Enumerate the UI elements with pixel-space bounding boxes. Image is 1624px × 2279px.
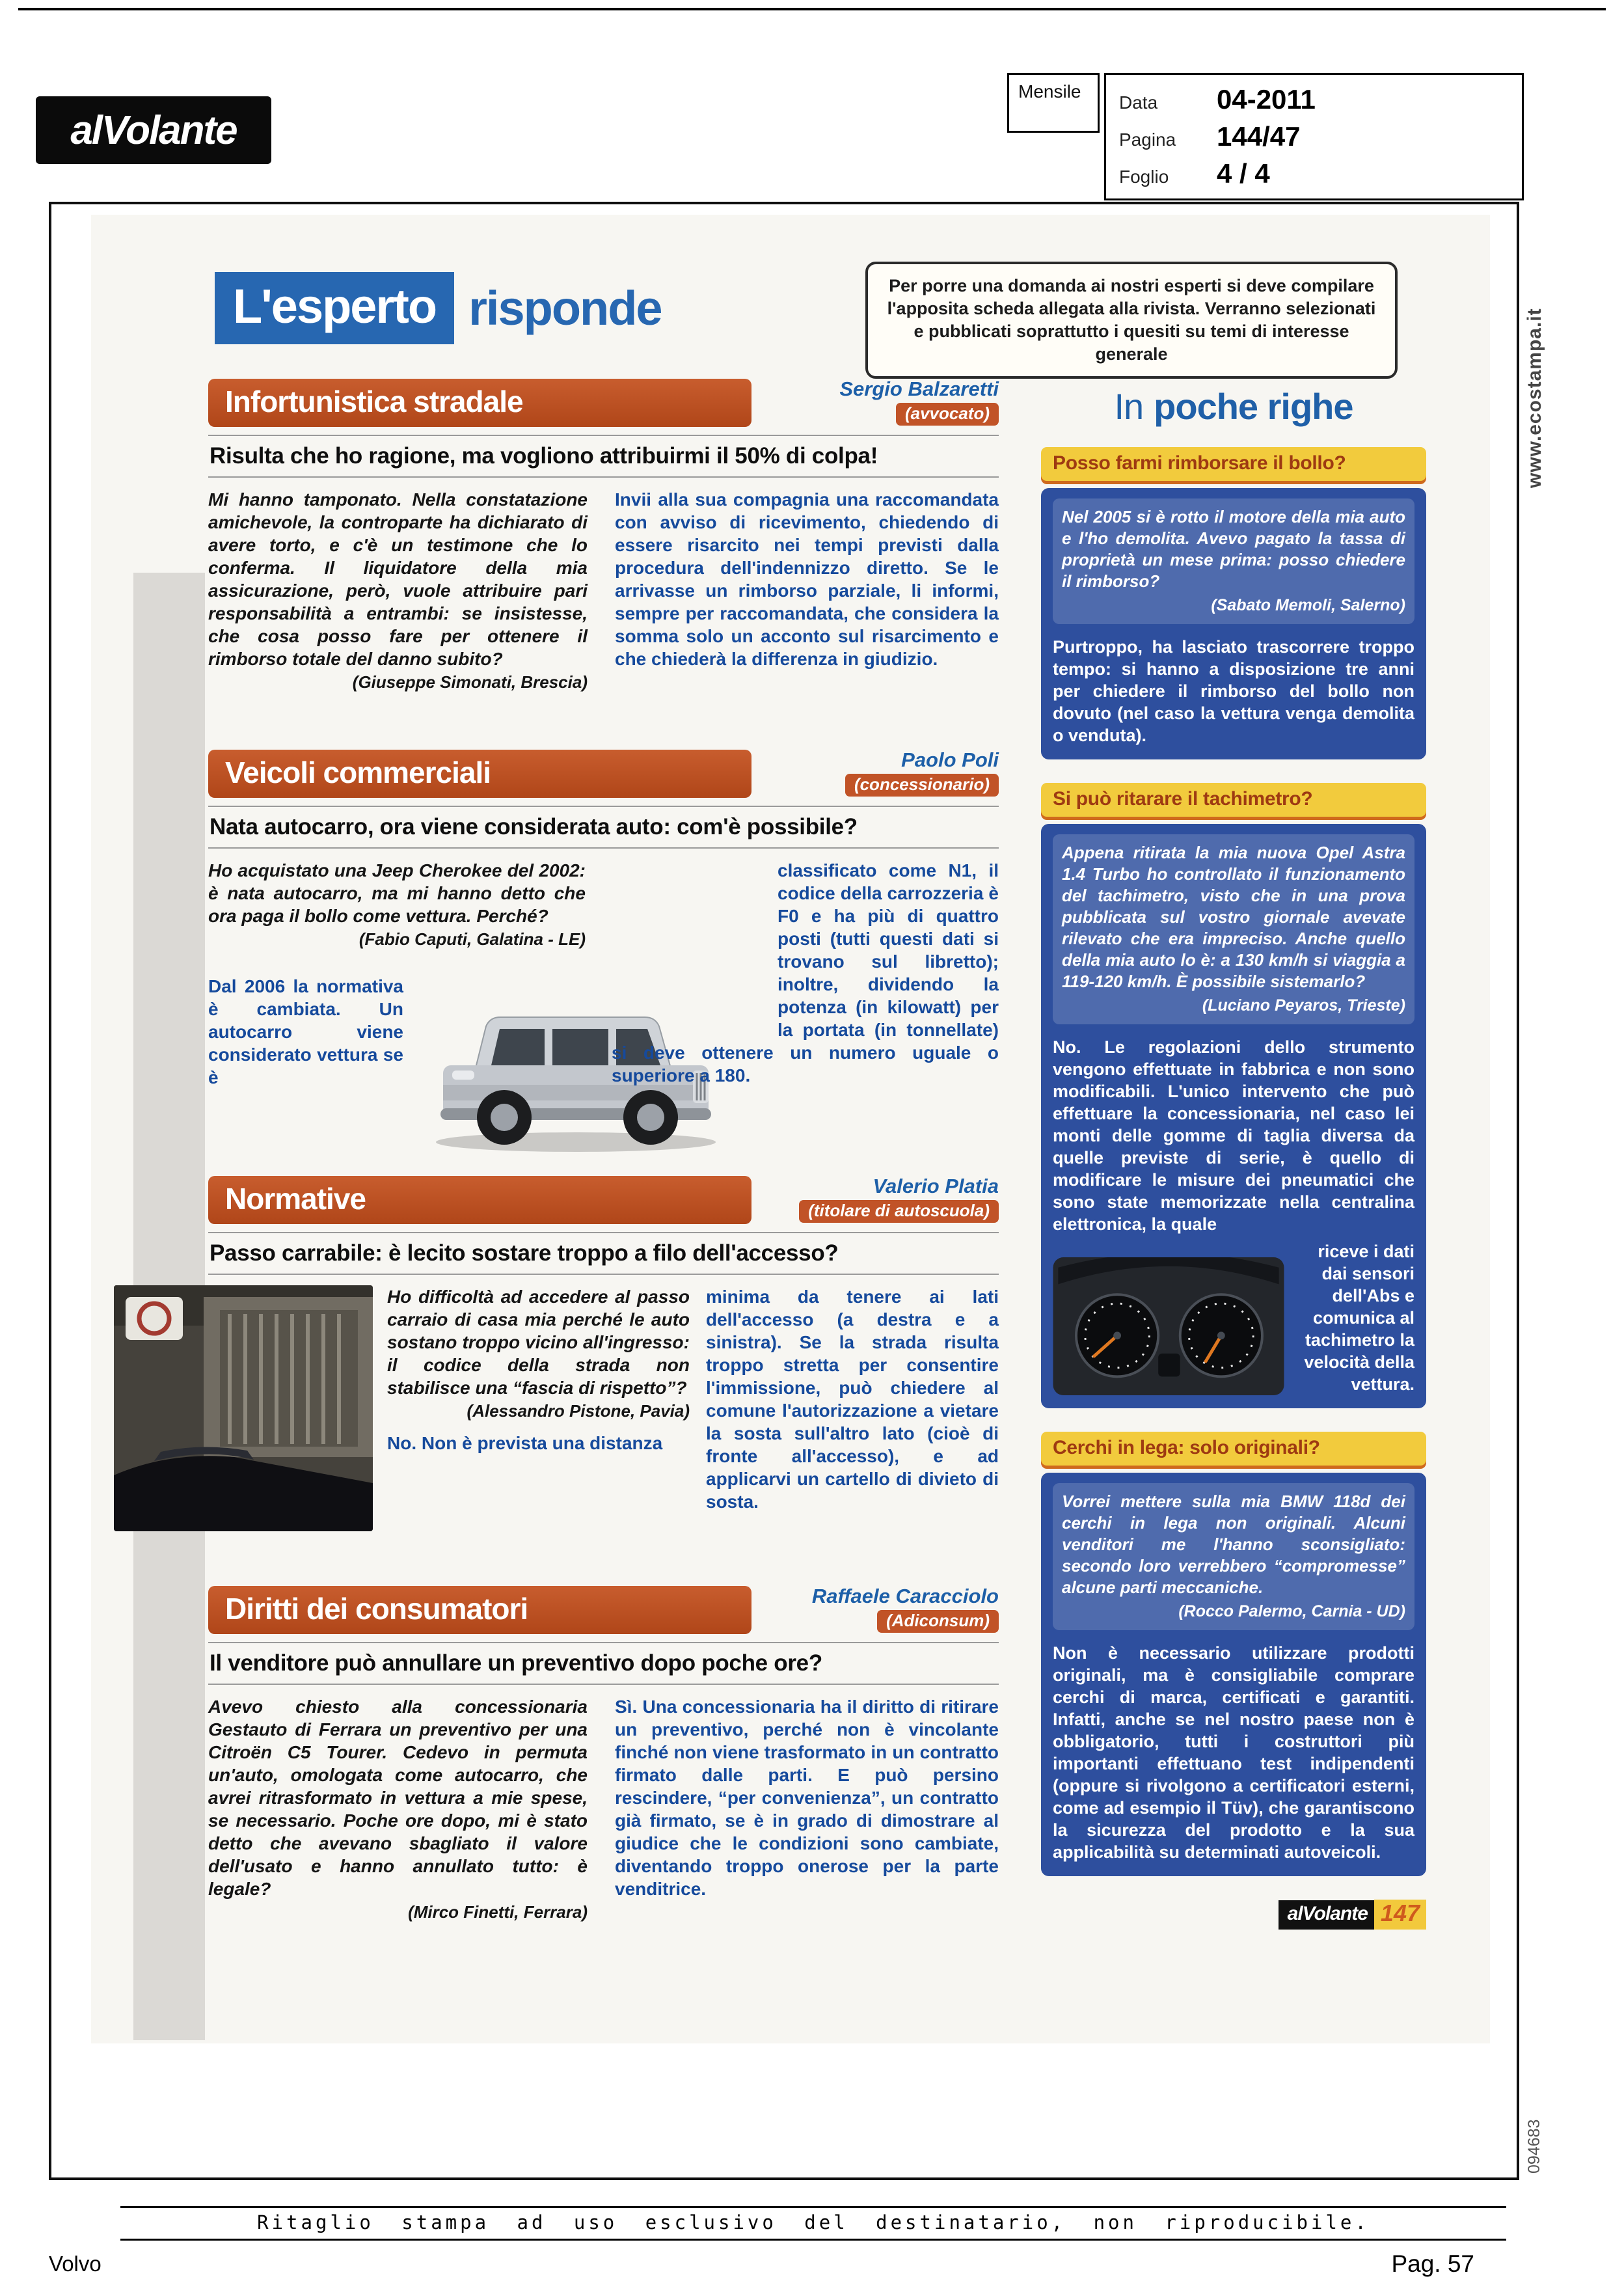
heading-light: In: [1114, 386, 1144, 427]
quick-answer-continued: riceve i dati dai sensori dell'Abs e comunica al tachimetro la velocità della vettura.: [1304, 1242, 1414, 1394]
section-diritti-consumatori: [208, 1585, 999, 1922]
section-normative: [208, 1175, 999, 1559]
info-row-pagina: [1119, 121, 1509, 152]
foglio-value: 4 / 4: [1217, 158, 1270, 189]
disclaimer-rule-top: [120, 2206, 1506, 2208]
section-title-bar: Veicoli commerciali: [208, 750, 751, 798]
question-column: [208, 1695, 588, 1922]
section-body: [208, 859, 999, 1171]
question-headline: Nata autocarro, ora viene considerata auto: com'è possibile?: [208, 806, 999, 849]
foglio-label: Foglio: [1119, 167, 1169, 187]
quick-box-body: [1041, 1473, 1426, 1876]
section-body: [208, 1285, 999, 1559]
text-wrap-spacer: [612, 932, 778, 1036]
answer-intro-text: No. Non è prevista una distanza: [387, 1433, 663, 1453]
quick-box-cerchi: [1041, 1432, 1426, 1876]
section-header: [208, 377, 999, 427]
answer-text: Sì. Una concessionaria ha il diritto di ritirare un preventivo, perché non è vincolante finché non viene trasformato in un contratto firmato dalle parti. E può persino rescindere, “per convenienza”, un contratto già firmato, se è in grado di dimostrare al giudice che le condizioni sono cambiate, diventando troppo onerose per la parte venditrice.: [615, 1697, 999, 1899]
answer-image-row: [1053, 1240, 1414, 1395]
section-header: [208, 1585, 999, 1634]
alvolante-footer-logo: [1041, 1900, 1426, 1930]
author-name: Valerio Platia: [873, 1175, 999, 1197]
section-infortunistica-stradale: [208, 377, 999, 692]
question-headline: Passo carrabile: è lecito sostare troppo a filo dell'accesso?: [208, 1232, 999, 1275]
section-author: [761, 1175, 999, 1224]
question-signature: (Fabio Caputi, Galatina - LE): [359, 929, 586, 949]
question-text: Mi hanno tamponato. Nella constatazione amichevole, la controparte ha dichiarato di avere torto, e c'è un testimone che lo conferma. Il liquidatore della mia assicurazione, però, vuole attribuire pari responsabilità a entrambi: se insistesse, che cosa posso fare per ottenere il rimborso totale del danno subito?: [208, 489, 588, 669]
quick-box-tachimetro: [1041, 783, 1426, 1408]
alvolante-logo-text: alVolante: [70, 107, 237, 153]
gate-photo-illustration: [114, 1285, 373, 1531]
clipping-code-vertical: 094683: [1525, 2119, 1543, 2174]
quick-box-body: [1041, 824, 1426, 1408]
author-name: Sergio Balzaretti: [839, 377, 999, 400]
question-headline: Risulta che ho ragione, ma vogliono attribuirmi il 50% di colpa!: [208, 435, 999, 478]
footer-logo-page-number: 147: [1374, 1900, 1426, 1930]
heading-bold: poche righe: [1154, 386, 1353, 427]
disclaimer-rule-bottom: [120, 2239, 1506, 2241]
page-number: Pag. 57: [1391, 2250, 1474, 2277]
client-name: Volvo: [49, 2252, 102, 2276]
section-author: [761, 748, 999, 798]
data-value: 04-2011: [1217, 84, 1316, 115]
ecostampa-vertical-text: www.ecostampa.it: [1524, 308, 1545, 488]
section-author: [761, 377, 999, 427]
quick-question-text: Appena ritirata la mia nuova Opel Astra 1.4 Turbo ho controllato il funzionamento del tachimetro, visto che in una prova pubblicata sul vostro giornale avevate rilevato che era impreciso. Anche quello della mia auto lo è: a 130 km/h si viaggia a 119-120 km/h. È possibile sistemarlo?: [1062, 843, 1405, 991]
question-headline: Il venditore può annullare un preventivo dopo poche ore?: [208, 1642, 999, 1685]
page-title: [215, 272, 662, 344]
dashboard-illustration: [1053, 1257, 1284, 1395]
author-role: (titolare di autoscuola): [799, 1200, 999, 1223]
section-body: [208, 1695, 999, 1922]
quick-box-bollo: [1041, 447, 1426, 759]
quick-box-title: Si può ritarare il tachimetro?: [1041, 783, 1426, 817]
frequency-box: [1007, 73, 1100, 133]
question-column: [208, 488, 588, 692]
page-title-boxed: L'esperto: [215, 272, 454, 344]
pagina-label: Pagina: [1119, 130, 1176, 150]
author-role: (concessionario): [845, 774, 999, 797]
section-body: [208, 488, 999, 692]
answer-column: [615, 1695, 999, 1922]
quick-question-text: Nel 2005 si è rotto il motore della mia auto e l'ho demolita. Avevo pagato la tassa di proprietà un mese prima: posso chiedere il rimborso?: [1062, 507, 1405, 591]
clipping-info-box: [1104, 73, 1524, 200]
quick-question: [1053, 834, 1414, 1024]
quick-question: [1053, 1483, 1414, 1630]
author-role: (avvocato): [896, 403, 999, 426]
quick-box-title: Cerchi in lega: solo originali?: [1041, 1432, 1426, 1466]
section-header: [208, 1175, 999, 1224]
question-column: [208, 859, 586, 949]
alvolante-logo: [36, 96, 271, 164]
author-role: (Adiconsum): [877, 1610, 999, 1633]
info-row-data: [1119, 84, 1509, 115]
section-header: [208, 748, 999, 798]
answer-text: minima da tenere ai lati dell'accesso (a destra e a sinistra). Se la strada risulta troppo stretta per consentire l'immissione, può chiedere al comune l'autorizzazione a vietare la sosta sull'altro lato (cioè di fronte all'accesso), e ad applicarvi un cartello di divieto di sosta.: [706, 1287, 999, 1512]
quick-answer-text: Non è necessario utilizzare prodotti originali, ma è consigliabile comprare cerchi di marca, certificati e garantiti. Infatti, anche se nel nostro paese non è obbligatorio, tutti i costruttori più importanti effettuano test indipendenti (oppure si rivolgono a certificatori esterni, come ad esempio il Tüv), che garantiscono la sicurezza del prodotto e la sua applicabilità su determinati autoveicoli.: [1053, 1643, 1414, 1862]
answer-intro-text: Dal 2006 la normativa è cambiata. Un autocarro viene considerato vettura se è: [208, 976, 403, 1087]
quick-box-body: [1041, 488, 1426, 759]
question-text: Avevo chiesto alla concessionaria Gestauto di Ferrara un preventivo per una Citroën C5 Tourer. Cedevo in permuta un'auto, omologata come autocarro, che avrei ritrasformato in vettura a mie spese, se necessario. Poche ore dopo, mi è stato detto che avevano sbagliato il valore dell'usato e hanno annullato tutto: è legale?: [208, 1697, 588, 1899]
footer-logo-text: alVolante: [1279, 1900, 1377, 1930]
answer-text: Invii alla sua compagnia una raccomandata con avviso di ricevimento, chiedendo di essere risarcito nei tempi previsti dalla procedura dell'indennizzo diretto. Se le arrivasse un rimborso parziale, li informi, sempre per raccomandata, che considera la somma solo un acconto sul risarcimento e che chiederà la differenza in giudizio.: [615, 489, 999, 669]
top-rule: [18, 8, 1606, 10]
quick-question-signature: (Rocco Palermo, Carnia - UD): [1178, 1602, 1405, 1620]
question-signature: (Mirco Finetti, Ferrara): [408, 1902, 588, 1922]
question-column: [387, 1285, 690, 1454]
section-title-bar: Diritti dei consumatori: [208, 1586, 751, 1634]
quick-question-text: Vorrei mettere sulla mia BMW 118d dei cerchi in lega non originali. Alcuni venditori me l'hanno sconsigliato: secondo loro verrebbero “compromesse” alcune parti meccaniche.: [1062, 1492, 1405, 1597]
answer-column: [615, 488, 999, 692]
quick-answer-text: No. Le regolazioni dello strumento vengono effettuate in fabbrica e non sono modificabili. L'unico intervento che può effettuare la concessionaria, nel caso lei monti delle gomme di taglia diversa da quelle previste di serie, è quello di modificare le misure dei pneumatici che sono state memorizzate nella centralina elettronica, la quale: [1053, 1037, 1414, 1234]
quick-question: [1053, 498, 1414, 624]
question-text: Ho acquistato una Jeep Cherokee del 2002: è nata autocarro, ma mi hanno detto che ora paga il bollo come vettura. Perché?: [208, 860, 586, 926]
intro-box: Per porre una domanda ai nostri esperti si deve compilare l'apposita scheda allegata alla rivista. Verranno selezionati e pubblicati soprattutto i quesiti su temi di interesse generale: [865, 262, 1398, 379]
section-title-bar: Infortunistica stradale: [208, 379, 751, 427]
question-signature: (Alessandro Pistone, Pavia): [467, 1401, 690, 1421]
section-veicoli-commerciali: [208, 748, 999, 1171]
quick-answer-text: Purtroppo, ha lasciato trascorrere troppo tempo: si hanno a disposizione tre anni per chiedere il rimborso del bollo non dovuto (nel caso la vettura venga demolita o venduta).: [1053, 637, 1414, 745]
quick-box-title: Posso farmi rimborsare il bollo?: [1041, 447, 1426, 481]
driveway-gate-photo: [114, 1285, 373, 1531]
question-text: Ho difficoltà ad accedere al passo carraio di casa mia perché le auto sostano troppo vicino all'ingresso: il codice della strada non stabilisce una “fascia di rispetto”?: [387, 1287, 690, 1398]
question-signature: (Giuseppe Simonati, Brescia): [352, 672, 588, 692]
frequency-label: Mensile: [1018, 81, 1081, 102]
column-heading: [1041, 385, 1426, 428]
section-author: [761, 1585, 999, 1634]
dashboard-photo: [1053, 1257, 1284, 1395]
quick-question-signature: (Luciano Peyaros, Trieste): [1202, 996, 1405, 1015]
in-poche-righe-column: [1041, 385, 1426, 1930]
data-label: Data: [1119, 92, 1158, 113]
info-row-foglio: [1119, 158, 1509, 189]
pagina-value: 144/47: [1217, 121, 1301, 152]
section-title-bar: Normative: [208, 1176, 751, 1224]
page-title-plain: risponde: [468, 281, 662, 335]
author-name: Raffaele Caracciolo: [811, 1585, 999, 1607]
answer-column: [706, 1285, 999, 1513]
author-name: Paolo Poli: [901, 748, 999, 771]
disclaimer-text: Ritaglio stampa ad uso esclusivo del destinatario, non riproducibile.: [257, 2211, 1370, 2233]
quick-question-signature: (Sabato Memoli, Salerno): [1211, 596, 1405, 614]
answer-column: [612, 859, 999, 1087]
answer-text: classificato come N1, il codice della carrozzeria è F0 e ha più di quattro posti (tutti questi dati si trovano sul libretto); inoltre, dividendo la potenza (in kilowatt) per la portata (in tonnellate) si deve ottenere un numero uguale o superiore a 180.: [612, 860, 999, 1085]
